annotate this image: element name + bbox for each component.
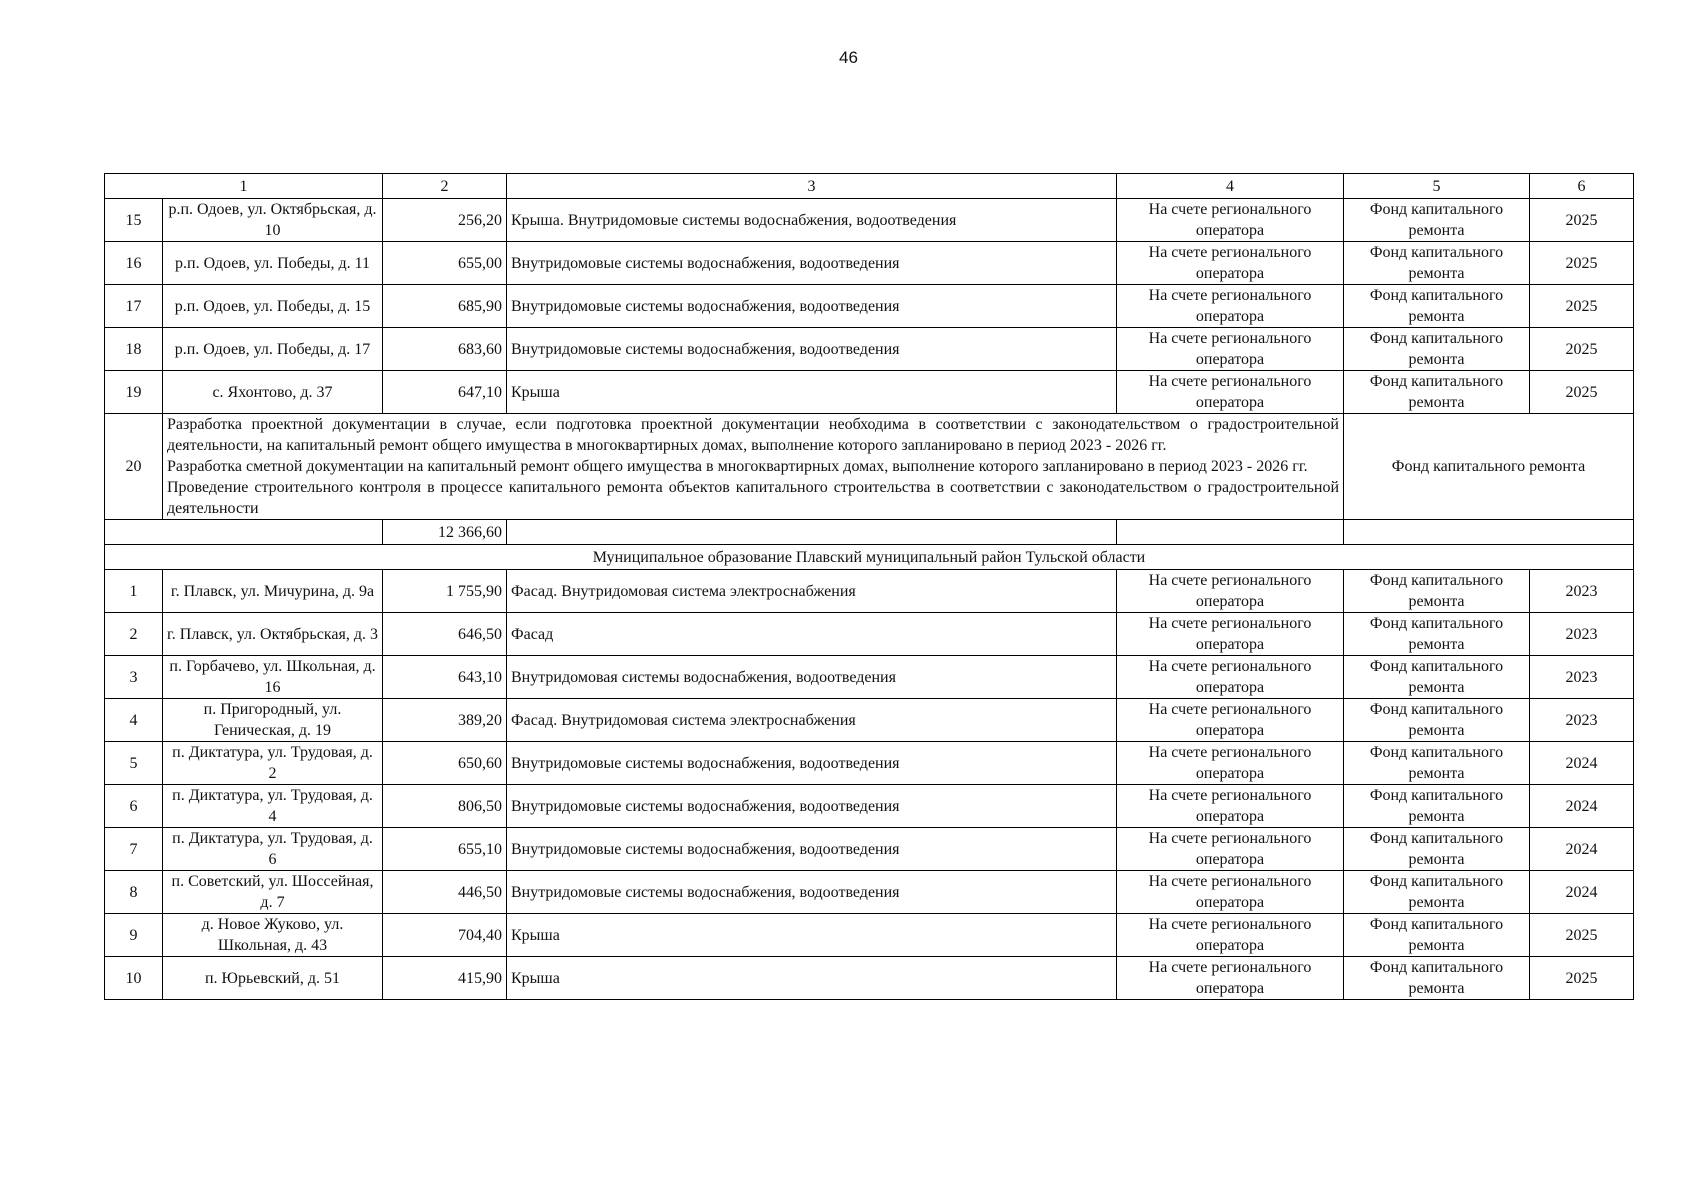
works-paragraph: Разработка проектной документации в случае, если подготовка проектной документации необходима в соответствии с законодательством о градостроительной деятельности, на капитальный ремонт общего имущества в многоквартирных домах, выполнение которого запланировано в период 2023 - 2026 гг. bbox=[167, 416, 1339, 454]
total-row bbox=[105, 520, 1634, 545]
row-year: 2025 bbox=[1530, 242, 1634, 285]
table-row bbox=[105, 742, 1634, 785]
column-number-header-row bbox=[105, 174, 1634, 199]
row-number: 20 bbox=[105, 414, 163, 520]
row-work-type: Фасад. Внутридомовая система электроснабжения bbox=[507, 699, 1117, 742]
row-number: 15 bbox=[105, 199, 163, 242]
table-row bbox=[105, 285, 1634, 328]
row-area: 685,90 bbox=[383, 285, 507, 328]
row-work-type: Крыша bbox=[507, 957, 1117, 1000]
row-number: 19 bbox=[105, 371, 163, 414]
row-year: 2024 bbox=[1530, 871, 1634, 914]
row-funding-source: Фонд капитального ремонта bbox=[1344, 742, 1530, 785]
row-work-type: Внутридомовые системы водоснабжения, водоотведения bbox=[507, 828, 1117, 871]
row-year: 2024 bbox=[1530, 828, 1634, 871]
row-area: 1 755,90 bbox=[383, 570, 507, 613]
row-address: р.п. Одоев, ул. Победы, д. 11 bbox=[163, 242, 383, 285]
row-year: 2025 bbox=[1530, 371, 1634, 414]
total-empty-cell bbox=[1344, 520, 1634, 545]
row-funding-source: Фонд капитального ремонта bbox=[1344, 242, 1530, 285]
row-funding-source: Фонд капитального ремонта bbox=[1344, 871, 1530, 914]
row-number: 1 bbox=[105, 570, 163, 613]
total-empty-cell bbox=[507, 520, 1117, 545]
row-area: 647,10 bbox=[383, 371, 507, 414]
row-area: 683,60 bbox=[383, 328, 507, 371]
row-fund-account: На счете регионального оператора bbox=[1117, 828, 1344, 871]
row-address: г. Плавск, ул. Октябрьская, д. 3 bbox=[163, 613, 383, 656]
row-area: 650,60 bbox=[383, 742, 507, 785]
row-work-type: Фасад. Внутридомовая система электроснабжения bbox=[507, 570, 1117, 613]
total-empty-cell bbox=[1117, 520, 1344, 545]
row-work-type: Фасад bbox=[507, 613, 1117, 656]
row-work-type: Внутридомовые системы водоснабжения, водоотведения bbox=[507, 242, 1117, 285]
row-address: п. Пригородный, ул. Геническая, д. 19 bbox=[163, 699, 383, 742]
row-fund-account: На счете регионального оператора bbox=[1117, 199, 1344, 242]
row-fund-account: На счете регионального оператора bbox=[1117, 699, 1344, 742]
row-address: п. Диктатура, ул. Трудовая, д. 2 bbox=[163, 742, 383, 785]
row-funding-source: Фонд капитального ремонта bbox=[1344, 957, 1530, 1000]
row-number: 3 bbox=[105, 656, 163, 699]
row-fund-account: На счете регионального оператора bbox=[1117, 371, 1344, 414]
row-funding-source: Фонд капитального ремонта bbox=[1344, 414, 1634, 520]
table-row-summary-works bbox=[105, 414, 1634, 520]
table-row bbox=[105, 871, 1634, 914]
row-area: 806,50 bbox=[383, 785, 507, 828]
row-works-description bbox=[163, 414, 1344, 520]
row-work-type: Внутридомовые системы водоснабжения, водоотведения bbox=[507, 328, 1117, 371]
row-funding-source: Фонд капитального ремонта bbox=[1344, 699, 1530, 742]
row-number: 4 bbox=[105, 699, 163, 742]
works-paragraph: Разработка сметной документации на капитальный ремонт общего имущества в многоквартирных домах, выполнение которого запланировано в период 2023 - 2026 гг. bbox=[167, 458, 1308, 475]
row-fund-account: На счете регионального оператора bbox=[1117, 656, 1344, 699]
row-work-type: Крыша bbox=[507, 914, 1117, 957]
table-row bbox=[105, 371, 1634, 414]
row-area: 655,10 bbox=[383, 828, 507, 871]
column-header: 5 bbox=[1344, 174, 1530, 199]
row-area: 256,20 bbox=[383, 199, 507, 242]
row-fund-account: На счете регионального оператора bbox=[1117, 871, 1344, 914]
column-header: 4 bbox=[1117, 174, 1344, 199]
column-header: 2 bbox=[383, 174, 507, 199]
row-fund-account: На счете регионального оператора bbox=[1117, 957, 1344, 1000]
table-row bbox=[105, 613, 1634, 656]
total-empty-cell bbox=[105, 520, 383, 545]
row-fund-account: На счете регионального оператора bbox=[1117, 914, 1344, 957]
row-number: 16 bbox=[105, 242, 163, 285]
table-row bbox=[105, 957, 1634, 1000]
row-address: п. Диктатура, ул. Трудовая, д. 4 bbox=[163, 785, 383, 828]
total-area: 12 366,60 bbox=[383, 520, 507, 545]
row-address: д. Новое Жуково, ул. Школьная, д. 43 bbox=[163, 914, 383, 957]
column-header: 6 bbox=[1530, 174, 1634, 199]
row-address: р.п. Одоев, ул. Октябрьская, д. 10 bbox=[163, 199, 383, 242]
row-funding-source: Фонд капитального ремонта bbox=[1344, 199, 1530, 242]
row-year: 2023 bbox=[1530, 570, 1634, 613]
row-address: с. Яхонтово, д. 37 bbox=[163, 371, 383, 414]
table-row bbox=[105, 785, 1634, 828]
row-address: р.п. Одоев, ул. Победы, д. 17 bbox=[163, 328, 383, 371]
table-row bbox=[105, 328, 1634, 371]
row-address: п. Советский, ул. Шоссейная, д. 7 bbox=[163, 871, 383, 914]
row-year: 2023 bbox=[1530, 699, 1634, 742]
page-number: 46 bbox=[839, 48, 858, 67]
row-year: 2025 bbox=[1530, 199, 1634, 242]
section-heading-row bbox=[105, 545, 1634, 570]
row-work-type: Крыша. Внутридомовые системы водоснабжения, водоотведения bbox=[507, 199, 1117, 242]
table-row bbox=[105, 656, 1634, 699]
row-funding-source: Фонд капитального ремонта bbox=[1344, 328, 1530, 371]
row-area: 415,90 bbox=[383, 957, 507, 1000]
row-funding-source: Фонд капитального ремонта bbox=[1344, 914, 1530, 957]
row-address: р.п. Одоев, ул. Победы, д. 15 bbox=[163, 285, 383, 328]
row-fund-account: На счете регионального оператора bbox=[1117, 570, 1344, 613]
row-funding-source: Фонд капитального ремонта bbox=[1344, 570, 1530, 613]
row-fund-account: На счете регионального оператора bbox=[1117, 242, 1344, 285]
works-paragraph: Проведение строительного контроля в процессе капитального ремонта объектов капитального строительства в соответствии с законодательством о градостроительной деятельности bbox=[167, 479, 1339, 517]
row-number: 18 bbox=[105, 328, 163, 371]
row-year: 2023 bbox=[1530, 656, 1634, 699]
section-title: Муниципальное образование Плавский муниципальный район Тульской области bbox=[105, 545, 1634, 570]
row-address: г. Плавск, ул. Мичурина, д. 9а bbox=[163, 570, 383, 613]
row-area: 646,50 bbox=[383, 613, 507, 656]
row-area: 704,40 bbox=[383, 914, 507, 957]
table-row bbox=[105, 699, 1634, 742]
row-number: 6 bbox=[105, 785, 163, 828]
table-row bbox=[105, 914, 1634, 957]
row-number: 5 bbox=[105, 742, 163, 785]
row-year: 2024 bbox=[1530, 742, 1634, 785]
row-number: 10 bbox=[105, 957, 163, 1000]
row-area: 643,10 bbox=[383, 656, 507, 699]
row-year: 2023 bbox=[1530, 613, 1634, 656]
row-address: п. Горбачево, ул. Школьная, д. 16 bbox=[163, 656, 383, 699]
row-funding-source: Фонд капитального ремонта bbox=[1344, 656, 1530, 699]
repair-plan-table bbox=[104, 173, 1634, 1000]
row-address: п. Диктатура, ул. Трудовая, д. 6 bbox=[163, 828, 383, 871]
row-work-type: Внутридомовая системы водоснабжения, водоотведения bbox=[507, 656, 1117, 699]
row-area: 446,50 bbox=[383, 871, 507, 914]
row-address: п. Юрьевский, д. 51 bbox=[163, 957, 383, 1000]
row-year: 2025 bbox=[1530, 957, 1634, 1000]
row-number: 9 bbox=[105, 914, 163, 957]
row-funding-source: Фонд капитального ремонта bbox=[1344, 285, 1530, 328]
table-row bbox=[105, 242, 1634, 285]
row-fund-account: На счете регионального оператора bbox=[1117, 742, 1344, 785]
row-year: 2025 bbox=[1530, 285, 1634, 328]
column-header: 1 bbox=[105, 174, 383, 199]
row-year: 2025 bbox=[1530, 914, 1634, 957]
row-fund-account: На счете регионального оператора bbox=[1117, 613, 1344, 656]
row-number: 17 bbox=[105, 285, 163, 328]
row-area: 655,00 bbox=[383, 242, 507, 285]
table-row bbox=[105, 828, 1634, 871]
row-area: 389,20 bbox=[383, 699, 507, 742]
row-fund-account: На счете регионального оператора bbox=[1117, 785, 1344, 828]
table-row bbox=[105, 570, 1634, 613]
row-work-type: Внутридомовые системы водоснабжения, водоотведения bbox=[507, 785, 1117, 828]
row-work-type: Внутридомовые системы водоснабжения, водоотведения bbox=[507, 871, 1117, 914]
row-work-type: Внутридомовые системы водоснабжения, водоотведения bbox=[507, 742, 1117, 785]
row-work-type: Внутридомовые системы водоснабжения, водоотведения bbox=[507, 285, 1117, 328]
row-funding-source: Фонд капитального ремонта bbox=[1344, 371, 1530, 414]
row-work-type: Крыша bbox=[507, 371, 1117, 414]
row-funding-source: Фонд капитального ремонта bbox=[1344, 785, 1530, 828]
row-fund-account: На счете регионального оператора bbox=[1117, 328, 1344, 371]
row-year: 2024 bbox=[1530, 785, 1634, 828]
row-number: 2 bbox=[105, 613, 163, 656]
table-row bbox=[105, 199, 1634, 242]
row-funding-source: Фонд капитального ремонта bbox=[1344, 828, 1530, 871]
row-year: 2025 bbox=[1530, 328, 1634, 371]
row-fund-account: На счете регионального оператора bbox=[1117, 285, 1344, 328]
row-number: 8 bbox=[105, 871, 163, 914]
row-funding-source: Фонд капитального ремонта bbox=[1344, 613, 1530, 656]
column-header: 3 bbox=[507, 174, 1117, 199]
row-number: 7 bbox=[105, 828, 163, 871]
